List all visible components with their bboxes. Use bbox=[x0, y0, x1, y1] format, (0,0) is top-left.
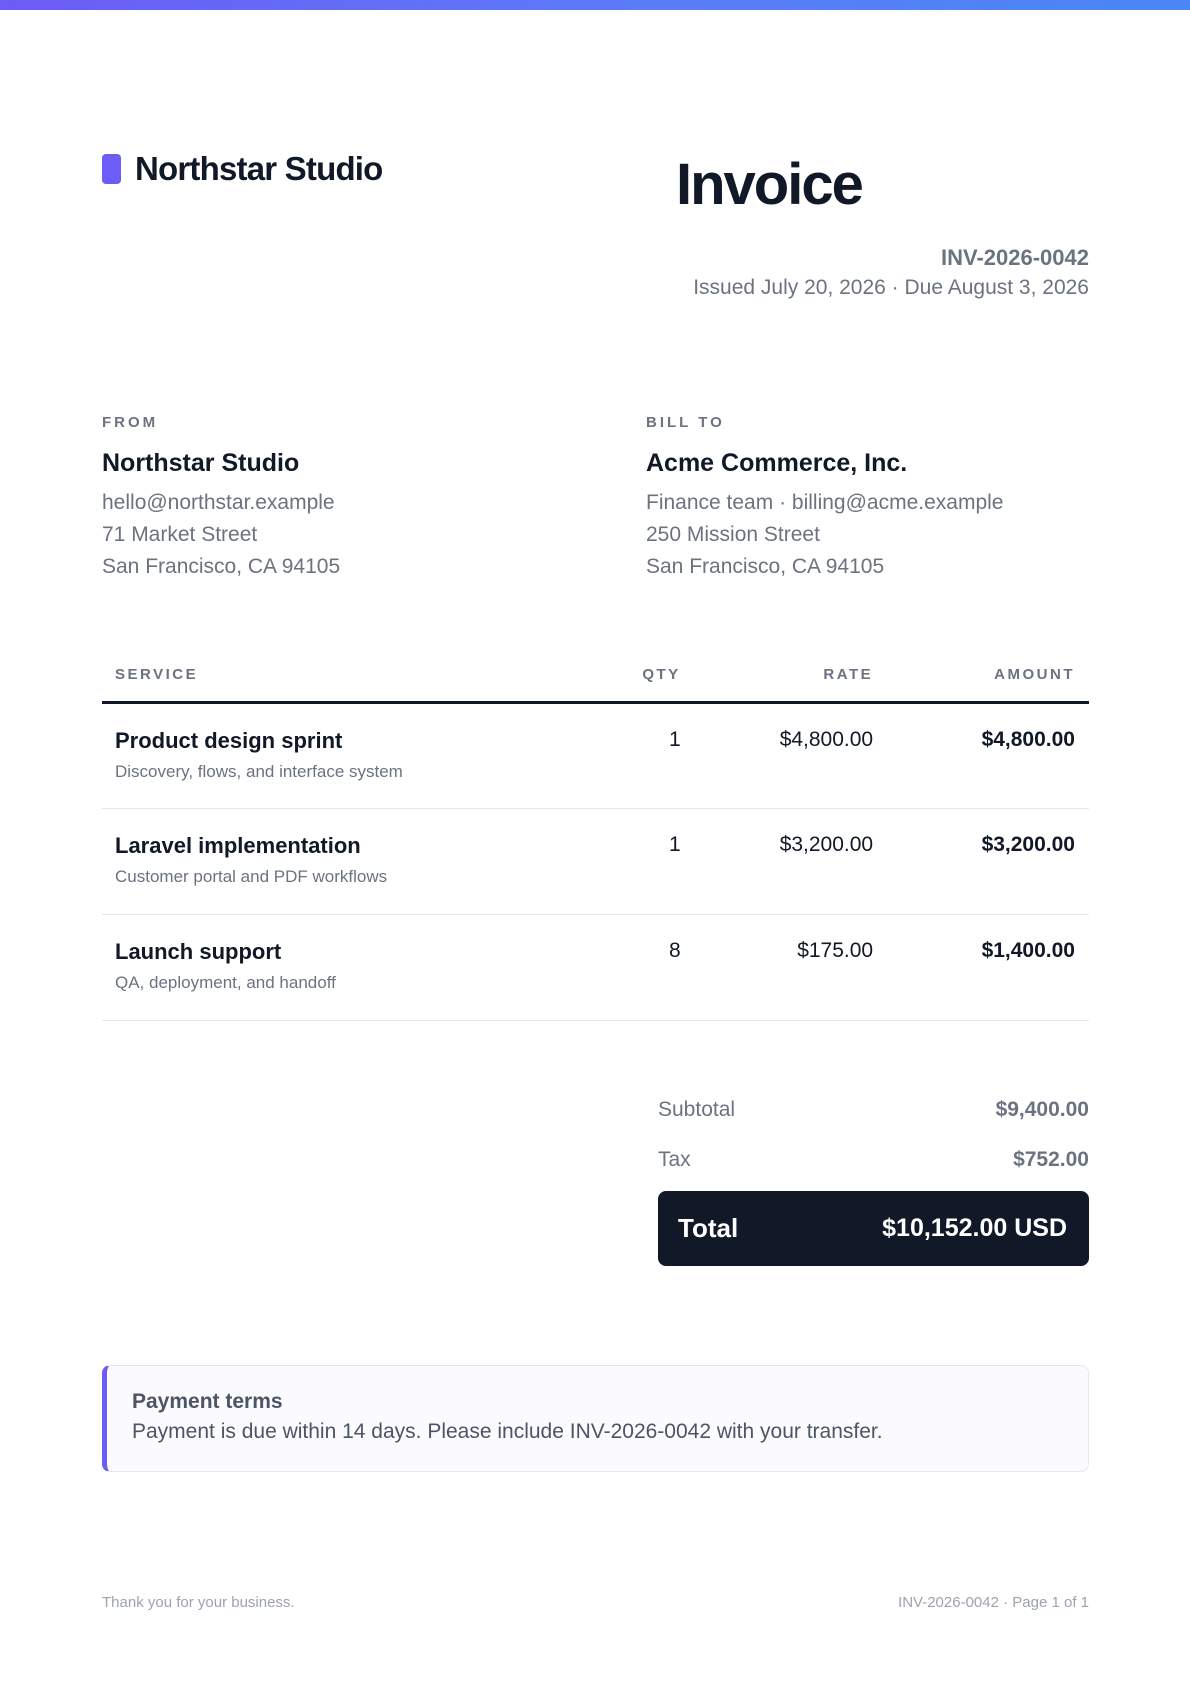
total-box bbox=[658, 1191, 1089, 1266]
header-qty: QTY bbox=[609, 650, 695, 703]
bill-to-name: Acme Commerce, Inc. bbox=[646, 449, 908, 477]
table-row bbox=[102, 703, 1089, 809]
invoice-number: INV-2026-0042 bbox=[941, 245, 1089, 270]
header-amount: AMOUNT bbox=[887, 650, 1089, 703]
service-cell bbox=[102, 915, 609, 1021]
totals-section bbox=[658, 1085, 1089, 1266]
service-description: Discovery, flows, and interface system bbox=[115, 762, 403, 781]
subtotal-row bbox=[658, 1085, 1089, 1135]
tax-label: Tax bbox=[658, 1148, 691, 1171]
service-cell bbox=[102, 703, 609, 809]
from-city: San Francisco, CA 94105 bbox=[102, 555, 341, 578]
amount-cell: $4,800.00 bbox=[887, 703, 1089, 809]
service-cell bbox=[102, 809, 609, 915]
table-row bbox=[102, 809, 1089, 915]
footer-page-info: INV-2026-0042 · Page 1 of 1 bbox=[898, 1594, 1089, 1611]
invoice-dates: Issued July 20, 2026 · Due August 3, 2026 bbox=[693, 276, 1089, 299]
top-accent-bar bbox=[0, 0, 1190, 10]
payment-terms-text: Payment is due within 14 days. Please include INV-2026-0042 with your transfer. bbox=[132, 1420, 883, 1443]
rate-cell: $175.00 bbox=[695, 915, 887, 1021]
brand-name: Northstar Studio bbox=[135, 150, 383, 187]
subtotal-label: Subtotal bbox=[658, 1098, 736, 1121]
from-street: 71 Market Street bbox=[102, 523, 258, 546]
payment-terms-callout bbox=[102, 1365, 1089, 1472]
table-header-row bbox=[102, 650, 1089, 703]
tax-value: $752.00 bbox=[1013, 1148, 1089, 1171]
qty-cell: 1 bbox=[609, 809, 695, 915]
amount-cell: $3,200.00 bbox=[887, 809, 1089, 915]
payment-terms-title: Payment terms bbox=[132, 1390, 283, 1413]
document-title: Invoice bbox=[676, 152, 862, 217]
header-service: SERVICE bbox=[102, 650, 609, 703]
header-rate: RATE bbox=[695, 650, 887, 703]
service-description: QA, deployment, and handoff bbox=[115, 973, 336, 992]
from-label: FROM bbox=[102, 414, 159, 431]
tax-row bbox=[658, 1135, 1089, 1185]
brand-mark-icon bbox=[102, 154, 121, 184]
subtotal-value: $9,400.00 bbox=[995, 1098, 1089, 1121]
rate-cell: $3,200.00 bbox=[695, 809, 887, 915]
bill-to-street: 250 Mission Street bbox=[646, 523, 820, 546]
amount-cell: $1,400.00 bbox=[887, 915, 1089, 1021]
bill-to-contact: Finance team · billing@acme.example bbox=[646, 491, 1004, 514]
total-label: Total bbox=[678, 1213, 739, 1243]
service-title: Laravel implementation bbox=[115, 833, 361, 858]
table-row bbox=[102, 915, 1089, 1021]
from-section bbox=[102, 414, 562, 583]
bill-to-address bbox=[646, 487, 1106, 583]
from-name: Northstar Studio bbox=[102, 449, 300, 477]
bill-to-city: San Francisco, CA 94105 bbox=[646, 555, 885, 578]
qty-cell: 1 bbox=[609, 703, 695, 809]
service-title: Launch support bbox=[115, 939, 282, 964]
bill-to-section bbox=[646, 414, 1106, 583]
total-value: $10,152.00 USD bbox=[882, 1214, 1067, 1242]
service-description: Customer portal and PDF workflows bbox=[115, 867, 388, 886]
line-items-table bbox=[102, 650, 1089, 1021]
brand bbox=[102, 150, 383, 188]
rate-cell: $4,800.00 bbox=[695, 703, 887, 809]
bill-to-label: BILL TO bbox=[646, 414, 725, 431]
from-address bbox=[102, 487, 562, 583]
footer-thanks: Thank you for your business. bbox=[102, 1594, 295, 1611]
from-email: hello@northstar.example bbox=[102, 491, 335, 514]
qty-cell: 8 bbox=[609, 915, 695, 1021]
service-title: Product design sprint bbox=[115, 728, 343, 753]
